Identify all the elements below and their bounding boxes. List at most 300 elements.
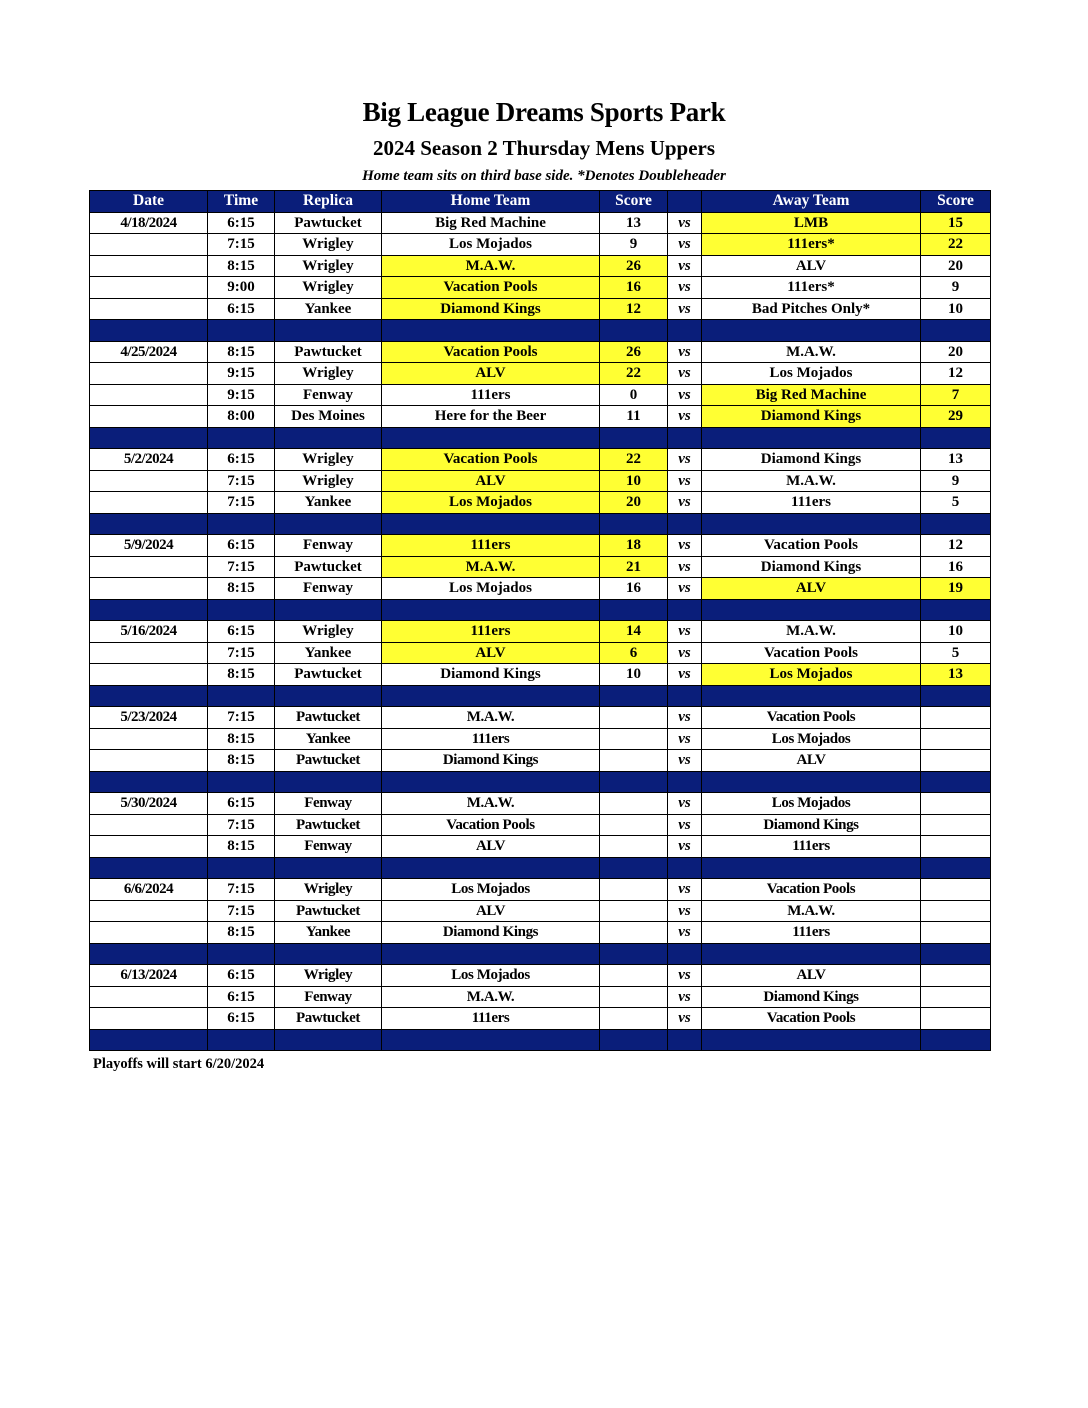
separator-cell	[275, 1029, 382, 1051]
game-home: Los Mojados	[382, 234, 600, 256]
game-vs: vs	[668, 750, 702, 772]
week-separator	[90, 943, 991, 965]
game-home-score: 16	[600, 277, 668, 299]
game-vs: vs	[668, 621, 702, 643]
game-time: 7:15	[208, 879, 275, 901]
game-replica: Yankee	[275, 642, 382, 664]
game-date	[90, 492, 208, 514]
separator-cell	[921, 771, 991, 793]
separator-cell	[702, 685, 921, 707]
game-row	[90, 578, 991, 600]
game-home-score: 26	[600, 341, 668, 363]
game-vs: vs	[668, 900, 702, 922]
separator-cell	[382, 685, 600, 707]
separator-cell	[702, 771, 921, 793]
separator-cell	[668, 427, 702, 449]
separator-cell	[600, 685, 668, 707]
game-time: 8:15	[208, 750, 275, 772]
separator-cell	[600, 513, 668, 535]
game-vs: vs	[668, 234, 702, 256]
game-away-score: 13	[921, 664, 991, 686]
column-header-time: Time	[208, 191, 275, 213]
game-away: ALV	[702, 578, 921, 600]
game-time: 7:15	[208, 492, 275, 514]
game-vs: vs	[668, 642, 702, 664]
game-away: Vacation Pools	[702, 1008, 921, 1030]
game-time: 7:15	[208, 470, 275, 492]
game-row	[90, 836, 991, 858]
separator-cell	[90, 1029, 208, 1051]
game-away-score: 12	[921, 535, 991, 557]
game-away: Vacation Pools	[702, 642, 921, 664]
game-date	[90, 642, 208, 664]
separator-cell	[275, 513, 382, 535]
game-home-score	[600, 836, 668, 858]
game-away: 111ers*	[702, 234, 921, 256]
separator-cell	[921, 513, 991, 535]
separator-cell	[702, 427, 921, 449]
game-away: 111ers*	[702, 277, 921, 299]
separator-cell	[921, 599, 991, 621]
separator-cell	[90, 427, 208, 449]
game-replica: Yankee	[275, 922, 382, 944]
game-away-score: 12	[921, 363, 991, 385]
separator-cell	[921, 1029, 991, 1051]
game-home-score	[600, 922, 668, 944]
game-time: 6:15	[208, 212, 275, 234]
week-separator	[90, 1029, 991, 1051]
separator-cell	[208, 685, 275, 707]
game-date: 4/18/2024	[90, 212, 208, 234]
week-separator	[90, 771, 991, 793]
game-away-score	[921, 793, 991, 815]
game-home: M.A.W.	[382, 556, 600, 578]
game-time: 6:15	[208, 793, 275, 815]
game-row	[90, 470, 991, 492]
separator-cell	[921, 943, 991, 965]
game-home-score: 6	[600, 642, 668, 664]
separator-cell	[275, 427, 382, 449]
game-replica: Fenway	[275, 535, 382, 557]
game-away: 111ers	[702, 492, 921, 514]
game-replica: Wrigley	[275, 277, 382, 299]
week-separator	[90, 685, 991, 707]
separator-cell	[208, 599, 275, 621]
game-home: ALV	[382, 900, 600, 922]
game-date: 5/2/2024	[90, 449, 208, 471]
game-home: M.A.W.	[382, 986, 600, 1008]
game-vs: vs	[668, 836, 702, 858]
game-row	[90, 728, 991, 750]
game-date	[90, 664, 208, 686]
game-home: 111ers	[382, 384, 600, 406]
separator-cell	[208, 1029, 275, 1051]
game-vs: vs	[668, 556, 702, 578]
game-away-score: 10	[921, 621, 991, 643]
game-replica: Fenway	[275, 793, 382, 815]
game-time: 8:15	[208, 664, 275, 686]
game-home: 111ers	[382, 621, 600, 643]
game-vs: vs	[668, 363, 702, 385]
separator-cell	[921, 685, 991, 707]
game-away-score: 29	[921, 406, 991, 428]
separator-cell	[90, 513, 208, 535]
game-home: Los Mojados	[382, 965, 600, 987]
game-replica: Pawtucket	[275, 750, 382, 772]
game-replica: Fenway	[275, 836, 382, 858]
game-vs: vs	[668, 492, 702, 514]
separator-cell	[208, 427, 275, 449]
separator-cell	[600, 320, 668, 342]
game-vs: vs	[668, 664, 702, 686]
game-away-score: 9	[921, 277, 991, 299]
game-row	[90, 384, 991, 406]
game-row	[90, 750, 991, 772]
game-home-score	[600, 900, 668, 922]
game-away: ALV	[702, 255, 921, 277]
game-away-score	[921, 1008, 991, 1030]
game-home: Big Red Machine	[382, 212, 600, 234]
separator-cell	[668, 599, 702, 621]
game-date	[90, 728, 208, 750]
separator-cell	[668, 320, 702, 342]
game-date: 5/16/2024	[90, 621, 208, 643]
game-row	[90, 212, 991, 234]
game-away-score	[921, 965, 991, 987]
separator-cell	[90, 599, 208, 621]
game-home: Los Mojados	[382, 879, 600, 901]
game-row	[90, 556, 991, 578]
game-replica: Yankee	[275, 298, 382, 320]
game-time: 6:15	[208, 1008, 275, 1030]
game-away-score: 5	[921, 492, 991, 514]
game-away-score	[921, 707, 991, 729]
game-away: M.A.W.	[702, 470, 921, 492]
week-separator	[90, 857, 991, 879]
week-separator	[90, 427, 991, 449]
separator-cell	[275, 857, 382, 879]
separator-cell	[382, 513, 600, 535]
game-away: 111ers	[702, 922, 921, 944]
game-home-score: 0	[600, 384, 668, 406]
game-home: Diamond Kings	[382, 922, 600, 944]
game-date	[90, 900, 208, 922]
game-time: 6:15	[208, 449, 275, 471]
game-time: 8:00	[208, 406, 275, 428]
game-replica: Des Moines	[275, 406, 382, 428]
game-row	[90, 642, 991, 664]
game-home: ALV	[382, 470, 600, 492]
separator-cell	[600, 427, 668, 449]
separator-cell	[382, 771, 600, 793]
separator-cell	[90, 771, 208, 793]
game-time: 6:15	[208, 535, 275, 557]
week-separator	[90, 599, 991, 621]
separator-cell	[382, 1029, 600, 1051]
game-vs: vs	[668, 277, 702, 299]
separator-cell	[208, 320, 275, 342]
game-home-score	[600, 986, 668, 1008]
game-away-score: 16	[921, 556, 991, 578]
game-replica: Wrigley	[275, 449, 382, 471]
game-away-score: 19	[921, 578, 991, 600]
game-away-score: 15	[921, 212, 991, 234]
game-row	[90, 277, 991, 299]
game-date	[90, 986, 208, 1008]
game-away: Los Mojados	[702, 793, 921, 815]
game-away: Diamond Kings	[702, 556, 921, 578]
game-replica: Wrigley	[275, 363, 382, 385]
game-away-score: 10	[921, 298, 991, 320]
game-away: Vacation Pools	[702, 535, 921, 557]
game-away: M.A.W.	[702, 341, 921, 363]
game-row	[90, 814, 991, 836]
column-header-away-team: Away Team	[702, 191, 921, 213]
game-home-score: 10	[600, 664, 668, 686]
game-vs: vs	[668, 212, 702, 234]
game-away: LMB	[702, 212, 921, 234]
separator-cell	[600, 771, 668, 793]
game-vs: vs	[668, 406, 702, 428]
game-time: 6:15	[208, 621, 275, 643]
game-home: Diamond Kings	[382, 750, 600, 772]
game-away: Bad Pitches Only*	[702, 298, 921, 320]
game-time: 8:15	[208, 341, 275, 363]
column-header-date: Date	[90, 191, 208, 213]
game-home: Diamond Kings	[382, 664, 600, 686]
game-replica: Pawtucket	[275, 212, 382, 234]
game-away-score	[921, 814, 991, 836]
game-home-score	[600, 750, 668, 772]
game-away: Los Mojados	[702, 363, 921, 385]
game-row	[90, 406, 991, 428]
game-vs: vs	[668, 986, 702, 1008]
game-home-score: 26	[600, 255, 668, 277]
game-home-score: 22	[600, 363, 668, 385]
game-time: 6:15	[208, 298, 275, 320]
game-time: 7:15	[208, 814, 275, 836]
game-date	[90, 384, 208, 406]
separator-cell	[275, 771, 382, 793]
game-home-score	[600, 793, 668, 815]
game-away-score: 9	[921, 470, 991, 492]
separator-cell	[90, 685, 208, 707]
game-home-score: 16	[600, 578, 668, 600]
game-home: M.A.W.	[382, 707, 600, 729]
game-away: ALV	[702, 965, 921, 987]
separator-cell	[275, 685, 382, 707]
game-time: 8:15	[208, 255, 275, 277]
separator-cell	[275, 320, 382, 342]
column-header-vs	[668, 191, 702, 213]
game-vs: vs	[668, 728, 702, 750]
game-home-score: 9	[600, 234, 668, 256]
header-row	[90, 191, 991, 213]
game-replica: Wrigley	[275, 879, 382, 901]
game-home: Vacation Pools	[382, 814, 600, 836]
game-date: 6/13/2024	[90, 965, 208, 987]
game-away: Diamond Kings	[702, 449, 921, 471]
separator-cell	[382, 320, 600, 342]
game-date	[90, 750, 208, 772]
separator-cell	[600, 599, 668, 621]
separator-cell	[90, 320, 208, 342]
game-vs: vs	[668, 814, 702, 836]
game-replica: Pawtucket	[275, 1008, 382, 1030]
game-away: 111ers	[702, 836, 921, 858]
game-home-score: 21	[600, 556, 668, 578]
game-away-score	[921, 879, 991, 901]
game-home-score: 20	[600, 492, 668, 514]
separator-cell	[668, 857, 702, 879]
game-row	[90, 621, 991, 643]
game-time: 8:15	[208, 728, 275, 750]
game-away: Vacation Pools	[702, 879, 921, 901]
separator-cell	[702, 599, 921, 621]
game-away-score: 5	[921, 642, 991, 664]
separator-cell	[668, 513, 702, 535]
game-date	[90, 836, 208, 858]
separator-cell	[921, 857, 991, 879]
game-replica: Pawtucket	[275, 900, 382, 922]
separator-cell	[668, 685, 702, 707]
separator-cell	[600, 1029, 668, 1051]
game-row	[90, 341, 991, 363]
game-away: Vacation Pools	[702, 707, 921, 729]
separator-cell	[600, 857, 668, 879]
game-home-score	[600, 1008, 668, 1030]
game-time: 9:15	[208, 363, 275, 385]
game-away: Los Mojados	[702, 664, 921, 686]
game-vs: vs	[668, 793, 702, 815]
game-row	[90, 363, 991, 385]
column-header-home-team: Home Team	[382, 191, 600, 213]
game-home: M.A.W.	[382, 793, 600, 815]
game-home-score	[600, 728, 668, 750]
game-row	[90, 535, 991, 557]
game-home: ALV	[382, 642, 600, 664]
separator-cell	[921, 427, 991, 449]
separator-cell	[275, 943, 382, 965]
game-away: M.A.W.	[702, 621, 921, 643]
game-home-score	[600, 814, 668, 836]
separator-cell	[702, 943, 921, 965]
separator-cell	[382, 943, 600, 965]
game-replica: Yankee	[275, 492, 382, 514]
game-away: M.A.W.	[702, 900, 921, 922]
game-away-score	[921, 836, 991, 858]
game-row	[90, 1008, 991, 1030]
game-replica: Fenway	[275, 986, 382, 1008]
game-time: 7:15	[208, 234, 275, 256]
game-vs: vs	[668, 578, 702, 600]
game-date	[90, 234, 208, 256]
game-row	[90, 922, 991, 944]
game-away-score: 20	[921, 255, 991, 277]
game-vs: vs	[668, 879, 702, 901]
week-separator	[90, 513, 991, 535]
game-home-score	[600, 965, 668, 987]
game-row	[90, 664, 991, 686]
game-home: Diamond Kings	[382, 298, 600, 320]
game-row	[90, 793, 991, 815]
game-time: 7:15	[208, 556, 275, 578]
game-date	[90, 277, 208, 299]
game-away-score: 20	[921, 341, 991, 363]
separator-cell	[382, 427, 600, 449]
game-home: 111ers	[382, 1008, 600, 1030]
game-away-score	[921, 922, 991, 944]
game-vs: vs	[668, 384, 702, 406]
game-row	[90, 255, 991, 277]
game-date	[90, 922, 208, 944]
game-replica: Wrigley	[275, 255, 382, 277]
game-home-score: 10	[600, 470, 668, 492]
game-row	[90, 449, 991, 471]
game-row	[90, 492, 991, 514]
schedule-table	[89, 190, 991, 1051]
game-time: 8:15	[208, 836, 275, 858]
separator-cell	[702, 320, 921, 342]
game-home: ALV	[382, 836, 600, 858]
game-away-score	[921, 900, 991, 922]
game-replica: Wrigley	[275, 470, 382, 492]
separator-cell	[702, 1029, 921, 1051]
game-vs: vs	[668, 298, 702, 320]
game-home-score	[600, 879, 668, 901]
game-time: 9:15	[208, 384, 275, 406]
separator-cell	[275, 599, 382, 621]
game-time: 6:15	[208, 986, 275, 1008]
game-vs: vs	[668, 449, 702, 471]
game-replica: Wrigley	[275, 234, 382, 256]
game-row	[90, 965, 991, 987]
game-time: 7:15	[208, 900, 275, 922]
separator-cell	[702, 513, 921, 535]
game-vs: vs	[668, 1008, 702, 1030]
game-away: Big Red Machine	[702, 384, 921, 406]
week-separator	[90, 320, 991, 342]
game-home-score: 13	[600, 212, 668, 234]
game-replica: Pawtucket	[275, 707, 382, 729]
game-row	[90, 879, 991, 901]
separator-cell	[921, 320, 991, 342]
game-date: 5/9/2024	[90, 535, 208, 557]
separator-cell	[208, 771, 275, 793]
game-time: 7:15	[208, 642, 275, 664]
game-time: 8:15	[208, 578, 275, 600]
game-date: 5/23/2024	[90, 707, 208, 729]
game-date	[90, 578, 208, 600]
game-home: Vacation Pools	[382, 341, 600, 363]
separator-cell	[382, 599, 600, 621]
game-row	[90, 298, 991, 320]
game-date	[90, 814, 208, 836]
game-home: 111ers	[382, 535, 600, 557]
page-subtitle: 2024 Season 2 Thursday Mens Uppers	[372, 136, 716, 160]
game-time: 8:15	[208, 922, 275, 944]
game-away-score: 22	[921, 234, 991, 256]
game-time: 6:15	[208, 965, 275, 987]
game-home-score: 12	[600, 298, 668, 320]
game-vs: vs	[668, 341, 702, 363]
page-title: Big League Dreams Sports Park	[362, 97, 726, 127]
column-header-replica: Replica	[275, 191, 382, 213]
game-home: Los Mojados	[382, 492, 600, 514]
game-vs: vs	[668, 535, 702, 557]
game-home: Here for the Beer	[382, 406, 600, 428]
game-date: 6/6/2024	[90, 879, 208, 901]
